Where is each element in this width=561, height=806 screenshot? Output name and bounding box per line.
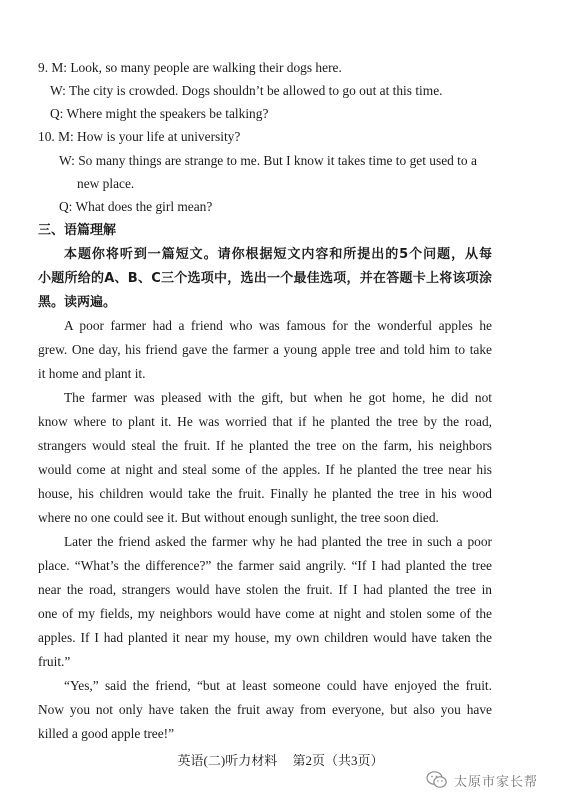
passage-line-5: know where to plant it. He was worried that if he planted the tree by the road, <box>38 414 492 429</box>
passage-line-4: The farmer was pleased with the gift, but when he got home, he did not <box>64 390 492 405</box>
passage-line-13: one of my fields, my neighbors would have come at night and stolen some of the <box>38 606 492 621</box>
q10-question-line: Q: What does the girl mean? <box>59 199 213 214</box>
wechat-icon <box>426 770 448 790</box>
passage-line-17: Now you not only have taken the fruit away from everyone, but also you have <box>38 702 492 717</box>
q10-woman-line-1: W: So many things are strange to me. But I know it takes time to get used to a <box>59 153 477 168</box>
q9-question-line: Q: Where might the speakers be talking? <box>50 106 269 121</box>
q10-woman-line-2: new place. <box>77 176 135 191</box>
instruction-line-3: 黑。读两遍。 <box>38 295 117 310</box>
footer-subject: 英语(二)听力材料 <box>177 753 278 768</box>
q9-man-line: 9. M: Look, so many people are walking their dogs here. <box>38 60 342 75</box>
passage-line-6: strangers would steal the fruit. If he planted the tree on the farm, his neighbors <box>38 438 492 453</box>
instruction-line-2: 小题所给的A、B、C三个选项中，选出一个最佳选项，并在答题卡上将该项涂 <box>38 271 492 286</box>
passage-line-18: killed a good apple tree!” <box>38 726 175 741</box>
passage-line-3: it home and plant it. <box>38 366 146 381</box>
instruction-line-1: 本题你将听到一篇短文。请你根据短文内容和所提出的5个问题，从每 <box>64 247 492 262</box>
passage-line-14: apples. If I had planted it near my house, my own children would have taken the <box>38 630 492 645</box>
watermark <box>426 769 538 791</box>
passage-line-8: house, his children would take the fruit. Finally he planted the tree in his wood <box>38 486 492 501</box>
passage-line-10: Later the friend asked the farmer why he had planted the tree in such a poor <box>64 534 492 549</box>
passage-line-12: near the road, strangers would have stolen the fruit. If I had planted the tree in <box>38 582 492 597</box>
passage-line-1: A poor farmer had a friend who was famous for the wonderful apples he <box>64 318 492 333</box>
passage-line-2: grew. One day, his friend gave the farmer a young apple tree and told him to take <box>38 342 492 357</box>
passage-line-9: where no one could see it. But without enough sunlight, the tree soon died. <box>38 510 439 525</box>
q9-woman-line: W: The city is crowded. Dogs shouldn’t be allowed to go out at this time. <box>50 83 443 98</box>
page-footer <box>0 752 561 770</box>
passage-line-7: would come at night and steal some of the apples. If he planted the tree near his <box>38 462 492 477</box>
passage-line-15: fruit.” <box>38 654 71 669</box>
passage-line-16: “Yes,” said the friend, “but at least someone could have enjoyed the fruit. <box>64 678 492 693</box>
section-title: 三、语篇理解 <box>38 223 117 238</box>
watermark-text: 太原市家长帮 <box>454 774 539 790</box>
footer-page-number: 第2页（共3页） <box>292 753 384 768</box>
q10-man-line: 10. M: How is your life at university? <box>38 129 241 144</box>
passage-line-11: place. “What’s the difference?” the farmer said angrily. “If I had planted the tree <box>38 558 492 573</box>
